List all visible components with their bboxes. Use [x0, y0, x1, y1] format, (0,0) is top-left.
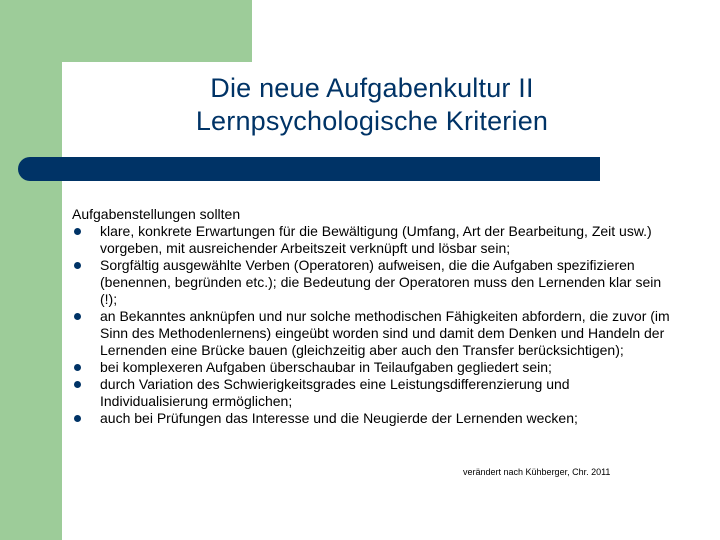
bullet-text: auch bei Prüfungen das Interesse und die Neugierde der Lernenden wecken; [100, 410, 578, 426]
bullet-text: klare, konkrete Erwartungen für die Bewältigung (Umfang, Art der Bearbeitung, Zeit usw.) vorgeben, mit ausreichender Arbeitszeit verknüpft und lösbar sein; [100, 223, 652, 256]
bullet-text: Sorgfältig ausgewählte Verben (Operatoren) aufweisen, die die Aufgaben spezifizieren (benennen, begründen etc.); die Bedeutung der Operatoren muss den Lernenden klar sein (!); [100, 257, 662, 307]
body-lead: Aufgabenstellungen sollten [72, 206, 241, 222]
bullet-item [72, 223, 672, 257]
bullet-dot-icon [74, 262, 81, 269]
bullet-item [72, 359, 672, 376]
bullet-item [72, 308, 672, 359]
bullet-text: bei komplexeren Aufgaben überschaubar in Teilaufgaben gegliedert sein; [100, 359, 552, 375]
slide-title [100, 72, 644, 138]
bullet-dot-icon [74, 364, 81, 371]
bullet-text: an Bekanntes anknüpfen und nur solche methodischen Fähigkeiten abfordern, die zuvor (im Sinn des Methodenlernens) eingeübt worden sind und damit dem Denken und Handeln der Lernenden eine Brücke bauen (gleichzeitig aber auch den Transfer berücksichtigen); [100, 308, 670, 358]
bullet-dot-icon [74, 228, 81, 235]
green-background-left [0, 0, 62, 540]
bullet-list [72, 223, 672, 427]
source-credit: verändert nach Kühberger, Chr. 2011 [463, 467, 611, 477]
title-line-2: Lernpsychologische Kriterien [195, 106, 549, 136]
bullet-dot-icon [74, 313, 81, 320]
bullet-item [72, 376, 672, 410]
bullet-dot-icon [74, 415, 81, 422]
bullet-dot-icon [74, 381, 81, 388]
slide-body [72, 206, 672, 427]
title-divider-bar [18, 157, 600, 181]
bullet-item [72, 257, 672, 308]
bullet-text: durch Variation des Schwierigkeitsgrades eine Leistungsdifferenzierung und Individualisierung ermöglichen; [100, 376, 570, 409]
bullet-item [72, 410, 672, 427]
title-line-1: Die neue Aufgabenkultur II [210, 73, 534, 103]
